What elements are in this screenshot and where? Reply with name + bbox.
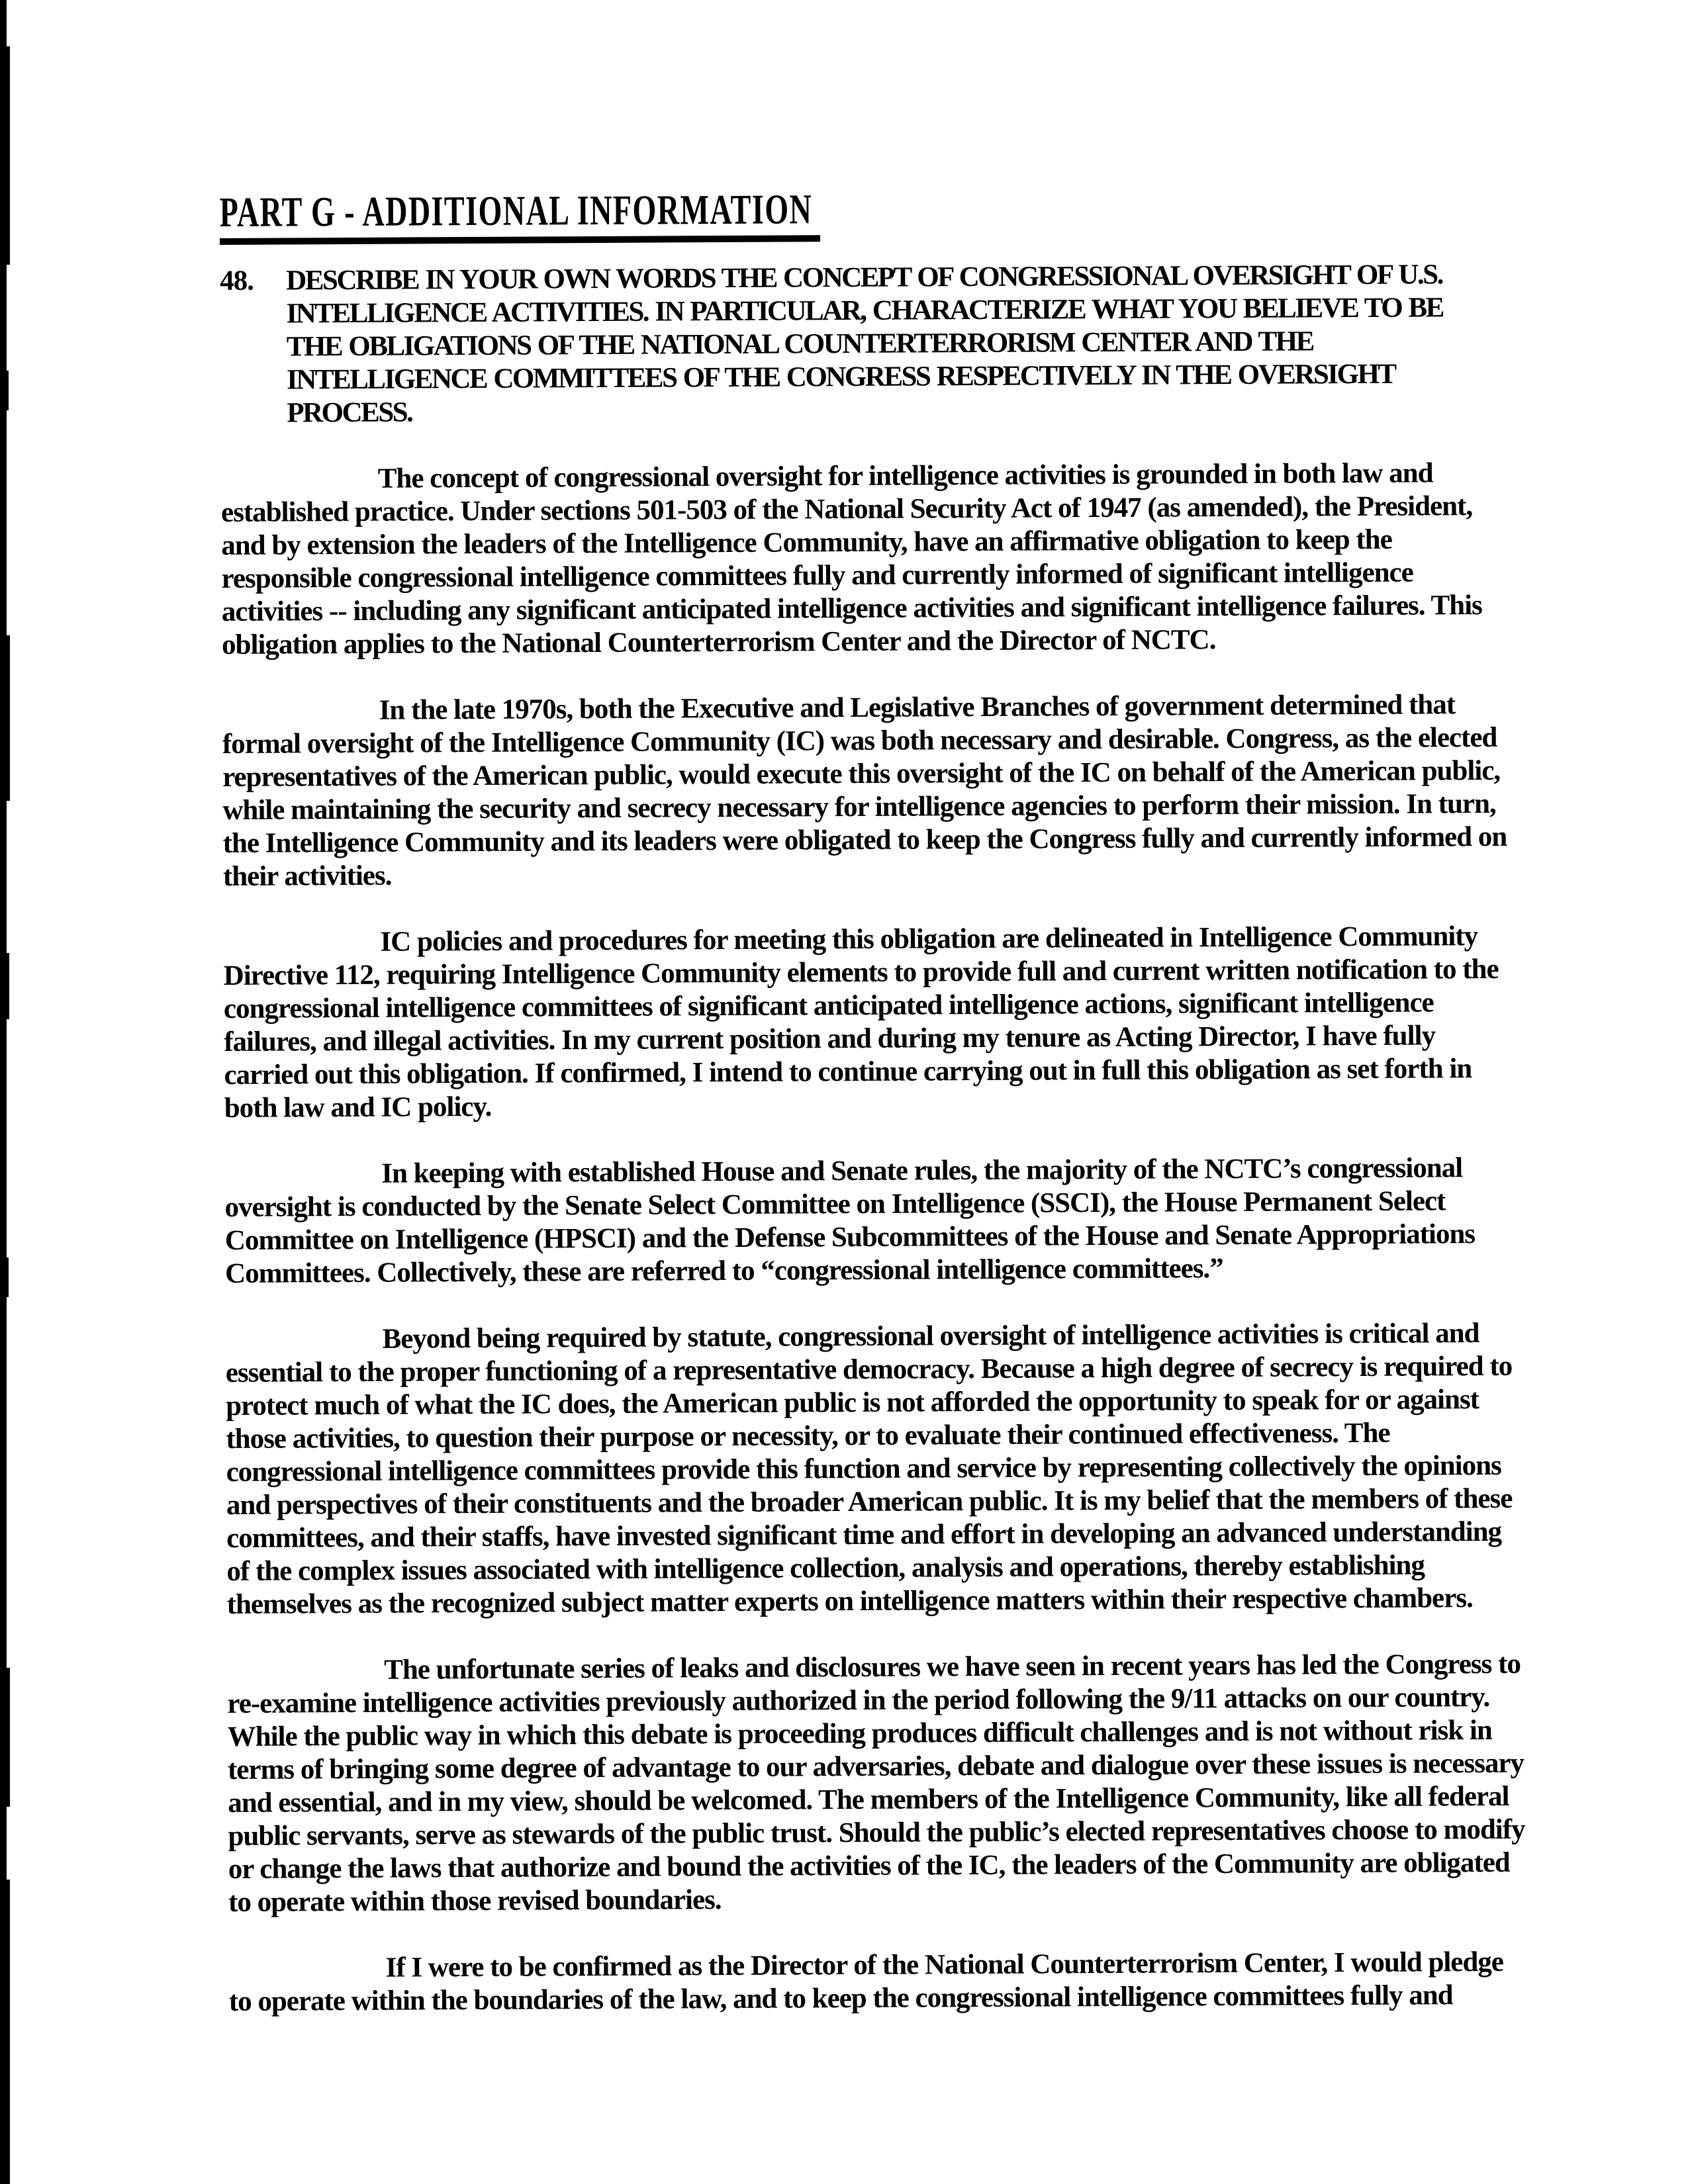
page-content <box>218 0 1530 2019</box>
body-paragraph-4: In keeping with established House and Senate rules, the majority of the NCTC’s congressional oversight is conducted by the Senate Select Committee on Intelligence (SSCI), the House Permanent Select Committee on Intelligence (HPSCI) and the Defense Subcommittees of the House and Senate Appropriations Committees. Collectively, these are referred to “congressional intelligence committees.” <box>224 1152 1476 1290</box>
question-48 <box>220 258 1521 430</box>
body-paragraph-7: If I were to be confirmed as the Director of the National Counterterrorism Center, I would pledge to operate within the boundaries of the law, and to keep the congressional intelligence committees fully and <box>228 1946 1504 2018</box>
scan-noise-tick <box>7 46 10 265</box>
scan-noise-tick <box>7 1668 10 1807</box>
body-paragraph-6: The unfortunate series of leaks and disclosures we have seen in recent years has led the Congress to re-examine intelligence activities previously authorized in the period following the 9/11 attacks on our country. While the public way in which this debate is proceeding produces difficult challenges and is not without risk in terms of bringing some degree of advantage to our adversaries, debate and dialogue over these issues is necessary and essential, and in my view, should be welcomed. The members of the Intelligence Community, like all federal public servants, serve as stewards of the public trust. Should the public’s elected representatives choose to modify or change the laws that authorize and bound the activities of the IC, the leaders of the Community are obligated to operate within those revised boundaries. <box>227 1648 1525 1919</box>
scan-noise-tick <box>7 1257 9 1297</box>
question-text: DESCRIBE IN YOUR OWN WORDS THE CONCEPT OF CONGRESSIONAL OVERSIGHT OF U.S. INTELLIGENCE ACTIVITIES. IN PARTICULAR, CHARACTERIZE WHAT YOU BELIEVE TO BE THE OBLIGATIONS OF THE NATIONAL COUNTERTERRORISM CENTER AND THE INTELLIGENCE COMMITTEES OF THE CONGRESS RESPECTIVELY IN THE OVERSIGHT PROCESS. <box>286 259 1443 429</box>
scan-edge-artifact <box>0 0 7 2184</box>
body-paragraph-1: The concept of congressional oversight for intelligence activities is grounded in both law and established practice. Under sections 501-503 of the National Security Act of 1947 (as amended), the President, and by extension the leaders of the Intelligence Community, have an affirmative obligation to keep the responsible congressional intelligence committees fully and currently informed of significant intelligence activities -- including any significant anticipated intelligence activities and significant intelligence failures. This obligation applies to the National Counterterrorism Center and the Director of NCTC. <box>220 457 1482 661</box>
scan-noise-tick <box>7 635 10 801</box>
question-number: 48. <box>220 265 254 297</box>
body-paragraph-5: Beyond being required by statute, congressional oversight of intelligence activities is critical and essential to the proper functioning of a representative democracy. Because a high degree of secrecy is required to protect much of what the IC does, the American public is not afforded the opportunity to speak for or against those activities, to question their purpose or necessity, or to evaluate their continued effectiveness. The congressional intelligence committees provide this function and service by representing collectively the opinions and perspectives of their constituents and the broader American public. It is my belief that the members of these committees, and their staffs, have invested significant time and effort in developing an advanced understanding of the complex issues associated with intelligence collection, analysis and operations, thereby establishing themselves as the recognized subject matter experts on intelligence matters within their respective chambers. <box>225 1318 1513 1621</box>
scan-noise-tick <box>7 1880 10 2184</box>
body-paragraph-2: In the late 1970s, both the Executive and Legislative Branches of government determined that formal oversight of the Intelligence Community (IC) was both necessary and desirable. Congress, as the elected representatives of the American public, would execute this oversight of the IC on behalf of the American public, while maintaining the security and secrecy necessary for intelligence agencies to perform their mission. In turn, the Intelligence Community and its leaders were obligated to keep the Congress fully and currently informed on their activities. <box>222 689 1507 893</box>
body-paragraph-3: IC policies and procedures for meeting this obligation are delineated in Intelligence Community Directive 112, requiring Intelligence Community elements to provide full and current written notification to the congressional intelligence committees of significant anticipated intelligence actions, significant intelligence failures, and illegal activities. In my current position and during my tenure as Acting Director, I have fully carried out this obligation. If confirmed, I intend to continue carrying out in full this obligation as set forth in both law and IC policy. <box>223 921 1499 1124</box>
scan-noise-tick <box>7 371 9 410</box>
scan-noise-tick <box>7 953 9 1019</box>
section-title: PART G - ADDITIONAL INFORMATION <box>220 187 821 245</box>
